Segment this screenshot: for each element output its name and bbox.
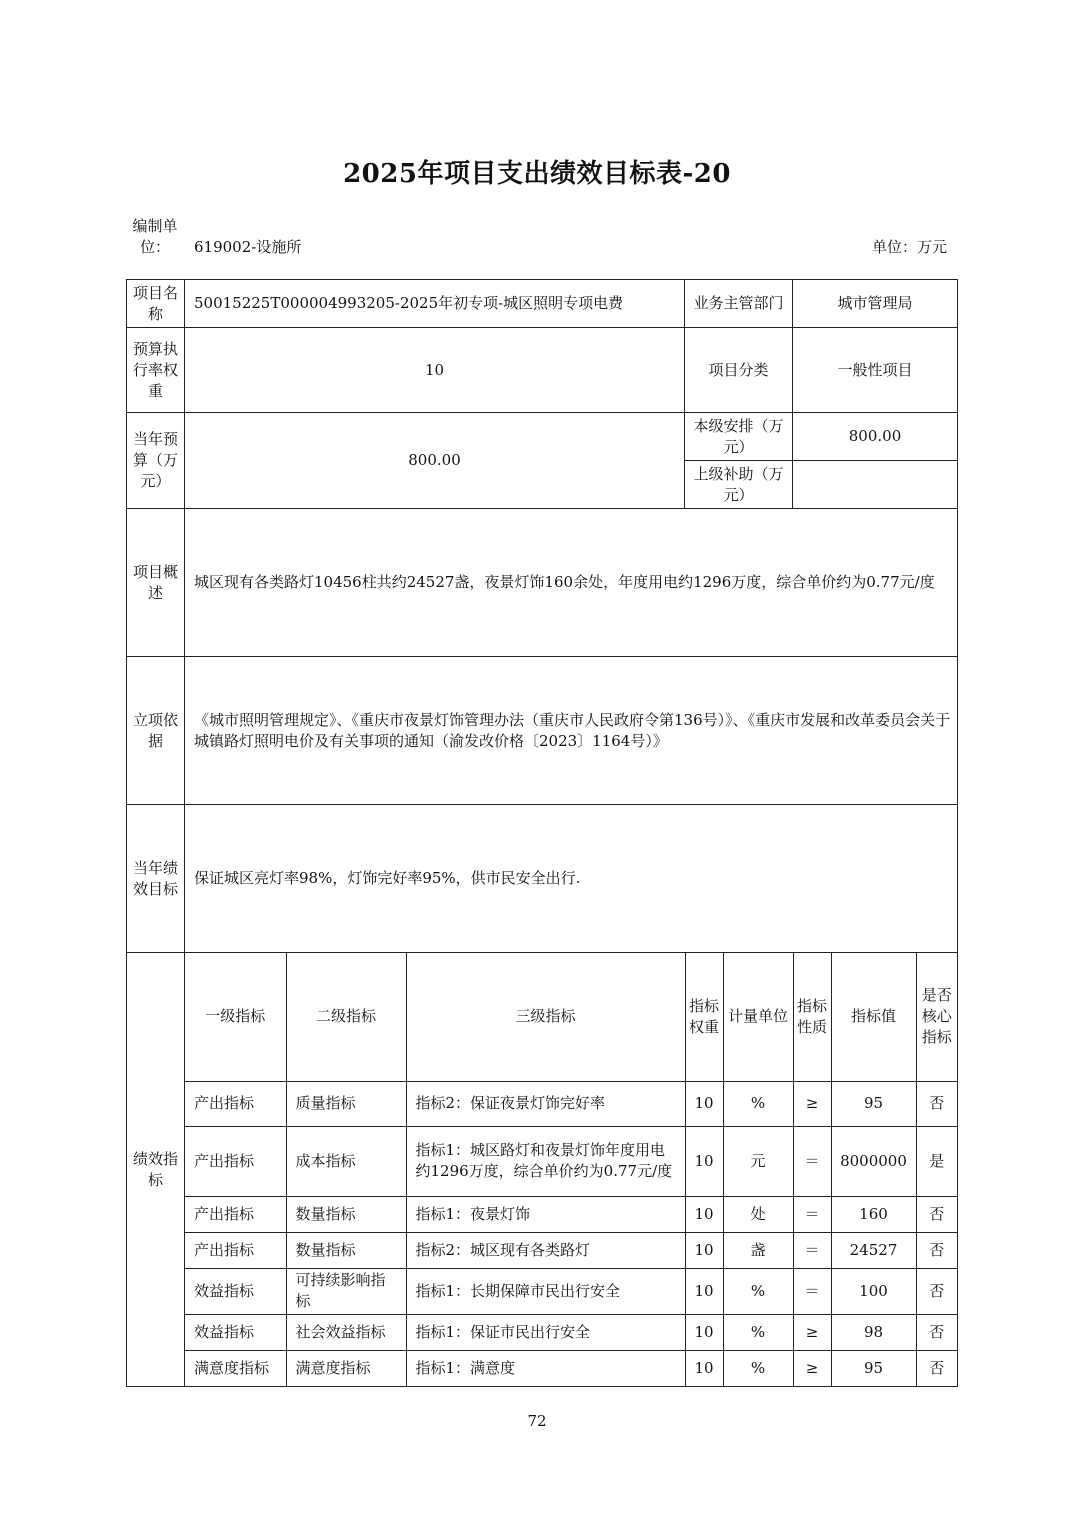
level1-cell: 产出指标 [185,1196,286,1232]
nature-cell: ＝ [793,1232,831,1268]
table-row [185,1232,957,1268]
core-cell: 是 [916,1126,957,1196]
unit-cell: 处 [723,1196,793,1232]
level1-cell: 产出指标 [185,1081,286,1126]
level3-cell: 指标1：夜景灯饰 [406,1196,685,1232]
page-number: 72 [527,1412,547,1430]
value-cell: 8000000 [831,1126,916,1196]
value-cell: 95 [831,1081,916,1126]
level2-cell: 成本指标 [286,1126,406,1196]
header-weight: 指标权重 [685,953,723,1081]
unit-cell: % [723,1314,793,1350]
goal-label: 当年绩效目标 [127,805,185,953]
currency-unit: 单位：万元 [871,238,947,256]
unit-value: 619002-设施所 [194,238,302,256]
level1-cell: 效益指标 [185,1268,286,1314]
nature-cell: ≥ [793,1314,831,1350]
header-value: 指标值 [831,953,916,1081]
table-row [185,1081,957,1126]
weight-cell: 10 [685,1081,723,1126]
category-value: 一般性项目 [793,328,958,413]
dept-value: 城市管理局 [793,280,958,328]
level3-cell: 指标1：城区路灯和夜景灯饰年度用电约1296万度，综合单价约为0.77元/度 [406,1126,685,1196]
weight-cell: 10 [685,1350,723,1386]
value-cell: 160 [831,1196,916,1232]
level2-cell: 社会效益指标 [286,1314,406,1350]
upper-subsidy-label: 上级补助（万元） [685,461,793,509]
unit-cell: 元 [723,1126,793,1196]
table-row [185,1126,957,1196]
indicators-header-row [185,953,957,1081]
table-row [185,1196,957,1232]
weight-cell: 10 [685,1126,723,1196]
core-cell: 否 [916,1232,957,1268]
level2-cell: 质量指标 [286,1081,406,1126]
unit-cell: % [723,1350,793,1386]
level2-cell: 可持续影响指标 [286,1268,406,1314]
local-budget-value: 800.00 [793,413,958,461]
category-label: 项目分类 [685,328,793,413]
weight-cell: 10 [685,1196,723,1232]
level1-cell: 产出指标 [185,1232,286,1268]
core-cell: 否 [916,1196,957,1232]
indicators-label: 绩效指标 [127,953,185,1387]
level3-cell: 指标1：长期保障市民出行安全 [406,1268,685,1314]
level3-cell: 指标1：保证市民出行安全 [406,1314,685,1350]
header-level1: 一级指标 [185,953,286,1081]
header-nature: 指标性质 [793,953,831,1081]
weight-label: 预算执行率权重 [127,328,185,413]
upper-subsidy-value [793,461,958,509]
core-cell: 否 [916,1350,957,1386]
form-meta [126,216,957,278]
overview-value: 城区现有各类路灯10456柱共约24527盏，夜景灯饰160余处，年度用电约1296万度，综合单价约为0.77元/度 [185,509,958,657]
value-cell: 95 [831,1350,916,1386]
level2-cell: 数量指标 [286,1196,406,1232]
page-title: 2025年项目支出绩效目标表-20 [343,159,731,189]
level2-cell: 满意度指标 [286,1350,406,1386]
budget-label: 当年预算（万元） [127,413,185,509]
level2-cell: 数量指标 [286,1232,406,1268]
weight-cell: 10 [685,1268,723,1314]
basis-value: 《城市照明管理规定》、《重庆市夜景灯饰管理办法（重庆市人民政府令第136号）》、《重庆市发展和改革委员会关于城镇路灯照明电价及有关事项的通知（渝发改价格〔2023〕1164号）》 [185,657,958,805]
project-name-value: 50015225T000004993205-2025年初专项-城区照明专项电费 [185,280,685,328]
indicators-cell [185,953,958,1387]
nature-cell: ≥ [793,1350,831,1386]
basis-label: 立项依据 [127,657,185,805]
header-unit: 计量单位 [723,953,793,1081]
weight-value: 10 [185,328,685,413]
unit-cell: 盏 [723,1232,793,1268]
value-cell: 98 [831,1314,916,1350]
nature-cell: ≥ [793,1081,831,1126]
unit-cell: % [723,1081,793,1126]
table-row [185,1268,957,1314]
level1-cell: 产出指标 [185,1126,286,1196]
value-cell: 100 [831,1268,916,1314]
weight-cell: 10 [685,1232,723,1268]
budget-value: 800.00 [185,413,685,509]
performance-table [126,279,958,1387]
nature-cell: ＝ [793,1196,831,1232]
unit-cell: % [723,1268,793,1314]
overview-label: 项目概述 [127,509,185,657]
dept-label: 业务主管部门 [685,280,793,328]
table-row [185,1314,957,1350]
level3-cell: 指标2：城区现有各类路灯 [406,1232,685,1268]
unit-label: 编制单位： [132,217,178,256]
header-level3: 三级指标 [406,953,685,1081]
nature-cell: ＝ [793,1268,831,1314]
project-name-label: 项目名称 [127,280,185,328]
header-level2: 二级指标 [286,953,406,1081]
value-cell: 24527 [831,1232,916,1268]
table-row [185,1350,957,1386]
weight-cell: 10 [685,1314,723,1350]
core-cell: 否 [916,1314,957,1350]
local-budget-label: 本级安排（万元） [685,413,793,461]
header-core: 是否核心指标 [916,953,957,1081]
core-cell: 否 [916,1081,957,1126]
level1-cell: 效益指标 [185,1314,286,1350]
nature-cell: ＝ [793,1126,831,1196]
core-cell: 否 [916,1268,957,1314]
level3-cell: 指标2：保证夜景灯饰完好率 [406,1081,685,1126]
level1-cell: 满意度指标 [185,1350,286,1386]
level3-cell: 指标1：满意度 [406,1350,685,1386]
goal-value: 保证城区亮灯率98%，灯饰完好率95%，供市民安全出行. [185,805,958,953]
indicators-table [185,953,957,1386]
